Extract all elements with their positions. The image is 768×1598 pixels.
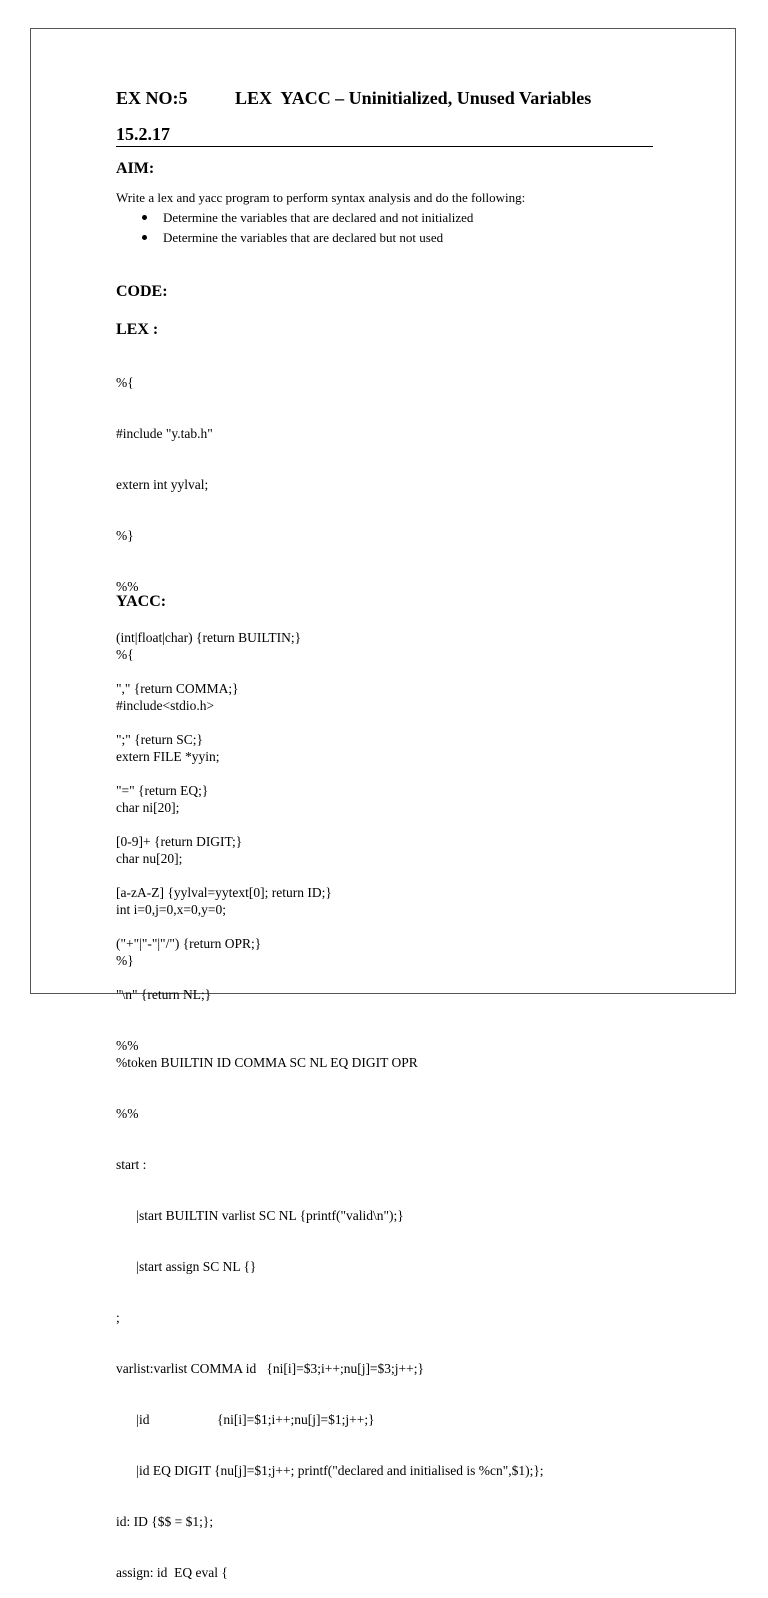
code-line: %} xyxy=(116,953,134,968)
exercise-number: EX NO:5 xyxy=(116,88,188,108)
code-line: extern int yylval; xyxy=(116,477,209,492)
code-line: %% xyxy=(116,1038,139,1053)
code-line: %% xyxy=(116,1106,139,1121)
code-line: |id EQ DIGIT {nu[j]=$1;j++; printf("declared and initialised is %cn",$1);}; xyxy=(116,1463,544,1478)
code-line xyxy=(116,1003,544,1020)
code-line: %{ xyxy=(116,375,134,390)
code-line: #include "y.tab.h" xyxy=(116,426,213,441)
code-line: %} xyxy=(116,528,134,543)
code-line: %{ xyxy=(116,647,134,662)
code-line: start : xyxy=(116,1157,147,1172)
code-line: %% xyxy=(116,579,139,594)
code-line: char nu[20]; xyxy=(116,851,183,866)
code-line: char ni[20]; xyxy=(116,800,180,815)
aim-bullet: Determine the variables that are declared but not used xyxy=(140,228,473,248)
code-line: #include<stdio.h> xyxy=(116,698,215,713)
code-line: varlist:varlist COMMA id {ni[i]=$3;i++;nu[j]=$3;j++;} xyxy=(116,1361,425,1376)
aim-bullet-list xyxy=(140,208,473,248)
code-line: [a-zA-Z] {yylval=yytext[0]; return ID;} xyxy=(116,885,332,900)
code-line: %token BUILTIN ID COMMA SC NL EQ DIGIT OPR xyxy=(116,1055,418,1070)
code-line: ";" {return SC;} xyxy=(116,732,203,747)
aim-heading: AIM: xyxy=(116,160,155,177)
code-line: assign: id EQ eval { xyxy=(116,1565,228,1580)
code-line: int i=0,j=0,x=0,y=0; xyxy=(116,902,226,917)
code-line: |id {ni[i]=$1;i++;nu[j]=$1;j++;} xyxy=(116,1412,375,1427)
code-line: ("+"|"-"|"/") {return OPR;} xyxy=(116,936,262,951)
aim-bullet: Determine the variables that are declared and not initialized xyxy=(140,208,473,228)
aim-intro: Write a lex and yacc program to perform syntax analysis and do the following: xyxy=(116,190,526,205)
code-line: |start assign SC NL {} xyxy=(116,1259,257,1274)
code-heading: CODE: xyxy=(116,283,168,300)
code-line: |start BUILTIN varlist SC NL {printf("valid\n");} xyxy=(116,1208,404,1223)
yacc-heading: YACC: xyxy=(116,593,167,610)
exercise-title: LEX YACC – Uninitialized, Unused Variables xyxy=(235,88,592,108)
header-rule xyxy=(116,146,653,147)
code-line: id: ID {$$ = $1;}; xyxy=(116,1514,214,1529)
code-line: "=" {return EQ;} xyxy=(116,783,209,798)
yacc-code-block xyxy=(116,612,544,1598)
exercise-date: 15.2.17 xyxy=(116,124,170,144)
code-line: ; xyxy=(116,1310,120,1325)
code-line: "," {return COMMA;} xyxy=(116,681,239,696)
code-line: extern FILE *yyin; xyxy=(116,749,220,764)
code-line: [0-9]+ {return DIGIT;} xyxy=(116,834,243,849)
code-line: (int|float|char) {return BUILTIN;} xyxy=(116,630,302,645)
code-line: "\n" {return NL;} xyxy=(116,987,212,1002)
lex-heading: LEX : xyxy=(116,321,159,338)
